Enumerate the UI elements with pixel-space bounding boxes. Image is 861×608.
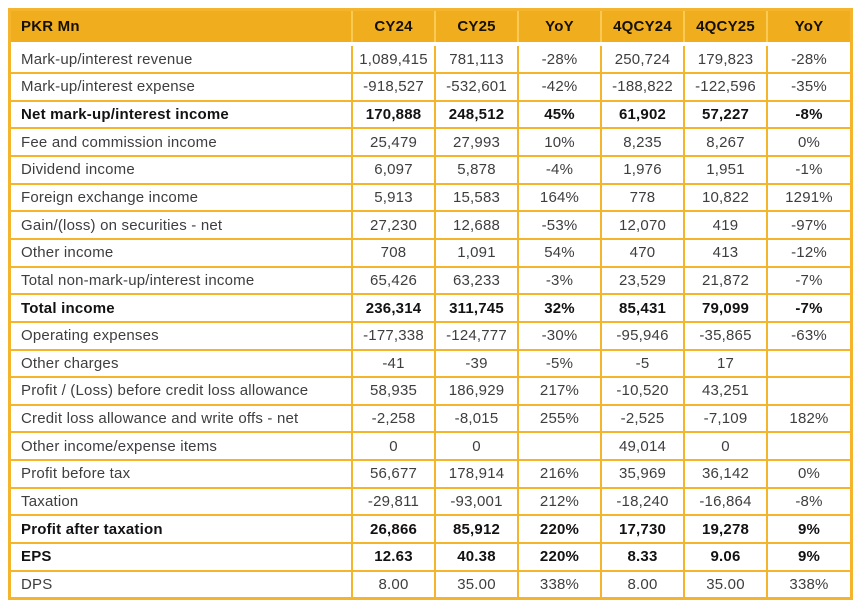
table-body	[11, 44, 850, 597]
financial-table-frame	[8, 8, 853, 600]
row-label: Operating expenses	[11, 322, 352, 350]
cell-value: -7,109	[684, 405, 767, 433]
row-label: Mark-up/interest expense	[11, 73, 352, 101]
cell-value: 212%	[518, 488, 601, 516]
cell-value: -122,596	[684, 73, 767, 101]
cell-value: 12,070	[601, 211, 684, 239]
cell-value: 338%	[518, 571, 601, 597]
cell-value: 179,823	[684, 44, 767, 73]
cell-value: 17	[684, 350, 767, 378]
cell-value: 15,583	[435, 184, 518, 212]
cell-value: 45%	[518, 101, 601, 129]
column-header-cy25-1: CY25	[435, 11, 518, 44]
cell-value: -2,525	[601, 405, 684, 433]
cell-value: -35%	[767, 73, 850, 101]
cell-value: 178,914	[435, 460, 518, 488]
cell-value: 6,097	[352, 156, 435, 184]
cell-value: 170,888	[352, 101, 435, 129]
row-label: Other income/expense items	[11, 432, 352, 460]
cell-value: 23,529	[601, 267, 684, 295]
cell-value: -8%	[767, 101, 850, 129]
cell-value: -63%	[767, 322, 850, 350]
cell-value: 27,230	[352, 211, 435, 239]
cell-value: -3%	[518, 267, 601, 295]
cell-value: 40.38	[435, 543, 518, 571]
financial-results-table	[11, 11, 850, 597]
cell-value: -18,240	[601, 488, 684, 516]
cell-value: 9%	[767, 515, 850, 543]
cell-value: 56,677	[352, 460, 435, 488]
column-header-4qcy25-4: 4QCY25	[684, 11, 767, 44]
table-row	[11, 377, 850, 405]
cell-value: 248,512	[435, 101, 518, 129]
cell-value: 19,278	[684, 515, 767, 543]
cell-value: 12,688	[435, 211, 518, 239]
cell-value: 1,089,415	[352, 44, 435, 73]
row-label: Profit after taxation	[11, 515, 352, 543]
cell-value: 8.00	[601, 571, 684, 597]
cell-value: 217%	[518, 377, 601, 405]
cell-value: -95,946	[601, 322, 684, 350]
cell-value: 61,902	[601, 101, 684, 129]
cell-value: 311,745	[435, 294, 518, 322]
cell-value: -28%	[518, 44, 601, 73]
cell-value: 708	[352, 239, 435, 267]
row-label: Dividend income	[11, 156, 352, 184]
cell-value: -177,338	[352, 322, 435, 350]
cell-value: -30%	[518, 322, 601, 350]
cell-value: 27,993	[435, 128, 518, 156]
row-label: Other charges	[11, 350, 352, 378]
table-row	[11, 156, 850, 184]
column-header-cy24-0: CY24	[352, 11, 435, 44]
cell-value: 8,235	[601, 128, 684, 156]
table-row	[11, 322, 850, 350]
cell-value: 49,014	[601, 432, 684, 460]
cell-value	[767, 432, 850, 460]
cell-value: -12%	[767, 239, 850, 267]
row-label: Total income	[11, 294, 352, 322]
cell-value: 57,227	[684, 101, 767, 129]
row-label: Taxation	[11, 488, 352, 516]
table-row	[11, 543, 850, 571]
cell-value: 58,935	[352, 377, 435, 405]
table-row	[11, 44, 850, 73]
cell-value: 79,099	[684, 294, 767, 322]
cell-value: 26,866	[352, 515, 435, 543]
row-label: Mark-up/interest revenue	[21, 50, 193, 68]
cell-value: -42%	[518, 73, 601, 101]
cell-value: -4%	[518, 156, 601, 184]
cell-value: 164%	[518, 184, 601, 212]
cell-value: -93,001	[435, 488, 518, 516]
cell-value: 43,251	[684, 377, 767, 405]
cell-value: 1,951	[684, 156, 767, 184]
cell-value: 9%	[767, 543, 850, 571]
cell-value: 216%	[518, 460, 601, 488]
cell-value: 186,929	[435, 377, 518, 405]
table-row	[11, 211, 850, 239]
table-row	[11, 350, 850, 378]
table-header	[11, 11, 850, 44]
cell-value: -532,601	[435, 73, 518, 101]
cell-value: 0	[435, 432, 518, 460]
cell-value: -7%	[767, 267, 850, 295]
table-row	[11, 73, 850, 101]
cell-value: 54%	[518, 239, 601, 267]
cell-value: -39	[435, 350, 518, 378]
row-label: Credit loss allowance and write offs - net	[11, 405, 352, 433]
cell-value: -41	[352, 350, 435, 378]
cell-value: 778	[601, 184, 684, 212]
table-row	[11, 128, 850, 156]
column-header-yoy-2: YoY	[518, 11, 601, 44]
cell-value: 1,976	[601, 156, 684, 184]
cell-value: 35.00	[684, 571, 767, 597]
table-row	[11, 405, 850, 433]
cell-value: 85,912	[435, 515, 518, 543]
table-row	[11, 571, 850, 597]
cell-value: 250,724	[601, 44, 684, 73]
row-label: DPS	[11, 571, 352, 597]
row-label: Other income	[11, 239, 352, 267]
header-row	[11, 11, 850, 44]
cell-value: -28%	[767, 44, 850, 73]
cell-value: -10,520	[601, 377, 684, 405]
cell-value: -1%	[767, 156, 850, 184]
cell-value: 35.00	[435, 571, 518, 597]
table-row	[11, 515, 850, 543]
cell-value: 5,913	[352, 184, 435, 212]
table-row	[11, 294, 850, 322]
table-row	[11, 267, 850, 295]
cell-value: -53%	[518, 211, 601, 239]
cell-value: -2,258	[352, 405, 435, 433]
cell-value: 419	[684, 211, 767, 239]
cell-value: 25,479	[352, 128, 435, 156]
cell-value: 0%	[767, 128, 850, 156]
cell-value: -5%	[518, 350, 601, 378]
row-label: Gain/(loss) on securities - net	[11, 211, 352, 239]
cell-value: 8.00	[352, 571, 435, 597]
cell-value: 35,969	[601, 460, 684, 488]
row-label: Profit before tax	[11, 460, 352, 488]
cell-value: 8,267	[684, 128, 767, 156]
cell-value: 0	[684, 432, 767, 460]
column-header-4qcy24-3: 4QCY24	[601, 11, 684, 44]
cell-value: 10%	[518, 128, 601, 156]
row-label: Fee and commission income	[11, 128, 352, 156]
cell-value: 338%	[767, 571, 850, 597]
cell-value: 17,730	[601, 515, 684, 543]
cell-value: -97%	[767, 211, 850, 239]
cell-value: 65,426	[352, 267, 435, 295]
table-row	[11, 460, 850, 488]
cell-value: -918,527	[352, 73, 435, 101]
cell-value: 9.06	[684, 543, 767, 571]
cell-value: 0	[352, 432, 435, 460]
row-label: Foreign exchange income	[11, 184, 352, 212]
cell-value: -8,015	[435, 405, 518, 433]
table-row	[11, 239, 850, 267]
column-header-yoy-5: YoY	[767, 11, 850, 44]
cell-value: 220%	[518, 543, 601, 571]
cell-value: 5,878	[435, 156, 518, 184]
cell-value: 470	[601, 239, 684, 267]
cell-value: 255%	[518, 405, 601, 433]
cell-value: 63,233	[435, 267, 518, 295]
cell-value: 0%	[767, 460, 850, 488]
row-label: Total non-mark-up/interest income	[11, 267, 352, 295]
cell-value: -8%	[767, 488, 850, 516]
cell-value: -16,864	[684, 488, 767, 516]
cell-value: 85,431	[601, 294, 684, 322]
cell-value	[767, 350, 850, 378]
cell-value: 12.63	[352, 543, 435, 571]
cell-value	[767, 377, 850, 405]
cell-value: -29,811	[352, 488, 435, 516]
cell-value: 182%	[767, 405, 850, 433]
cell-value: 220%	[518, 515, 601, 543]
cell-value: 1291%	[767, 184, 850, 212]
cell-value: 21,872	[684, 267, 767, 295]
cell-value: 32%	[518, 294, 601, 322]
table-row	[11, 488, 850, 516]
cell-value: 236,314	[352, 294, 435, 322]
cell-value: -5	[601, 350, 684, 378]
row-label: Net mark-up/interest income	[11, 101, 352, 129]
cell-value: 8.33	[601, 543, 684, 571]
cell-value: -188,822	[601, 73, 684, 101]
cell-value: 36,142	[684, 460, 767, 488]
cell-value: 1,091	[435, 239, 518, 267]
cell-value: -124,777	[435, 322, 518, 350]
cell-value	[518, 432, 601, 460]
row-label: Profit / (Loss) before credit loss allowance	[11, 377, 352, 405]
cell-value: 413	[684, 239, 767, 267]
table-row	[11, 101, 850, 129]
cell-value: -35,865	[684, 322, 767, 350]
cell-value: 10,822	[684, 184, 767, 212]
table-row	[11, 184, 850, 212]
cell-value: 781,113	[435, 44, 518, 73]
cell-value: -7%	[767, 294, 850, 322]
row-label: EPS	[11, 543, 352, 571]
table-row	[11, 432, 850, 460]
column-header-unit: PKR Mn	[11, 11, 352, 44]
